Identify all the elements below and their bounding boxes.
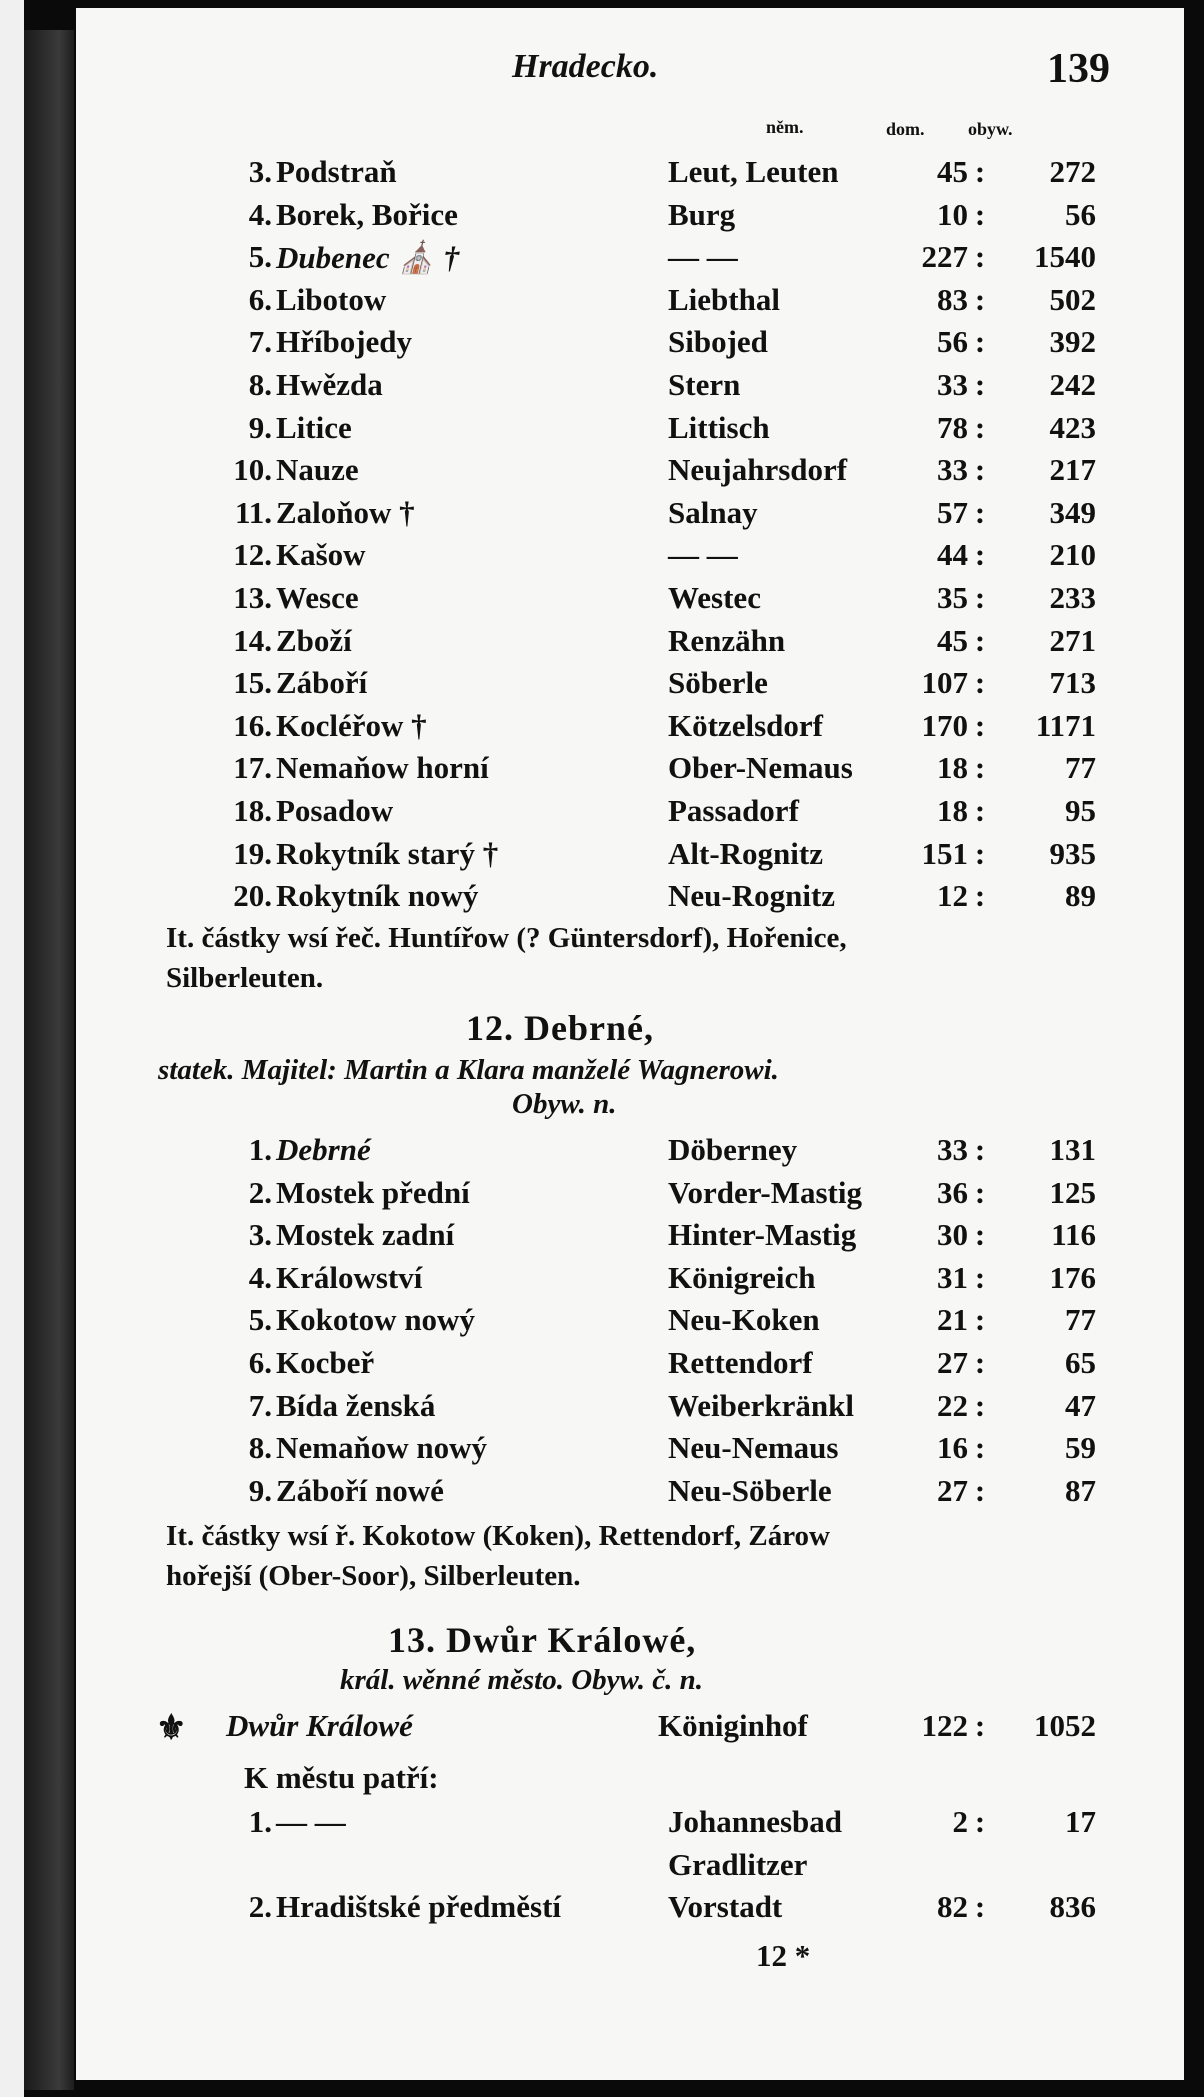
row-number: 14. xyxy=(233,622,272,658)
section-subheading: Obyw. n. xyxy=(512,1088,617,1120)
inhabitants-count: 131 xyxy=(1049,1132,1096,1167)
inhabitants-count: 713 xyxy=(1049,665,1096,701)
village-name: Zboží xyxy=(276,622,352,658)
row-number: 6. xyxy=(248,1345,272,1380)
table-row xyxy=(76,1132,1184,1170)
german-name: Neujahrsdorf xyxy=(668,452,848,488)
row-number: 9. xyxy=(248,1472,272,1508)
row-number: 2. xyxy=(248,1174,272,1210)
row-number: 4. xyxy=(248,1259,272,1295)
table-row xyxy=(76,452,1184,490)
separator: : xyxy=(974,1387,986,1423)
separator: : xyxy=(974,1889,986,1925)
table-row xyxy=(76,793,1184,831)
houses-count: 18 xyxy=(937,750,968,786)
inhabitants-count: 392 xyxy=(1049,324,1096,360)
town-houses: 122 xyxy=(921,1708,968,1743)
german-name: Burg xyxy=(668,196,736,232)
inhabitants-count: 77 xyxy=(1065,750,1096,786)
note-line: It. částky wsí ř. Kokotow (Koken), Rettendorf, Zárow xyxy=(166,1520,830,1552)
separator: : xyxy=(974,1708,986,1743)
separator: : xyxy=(974,196,986,232)
houses-count: 16 xyxy=(937,1430,968,1466)
german-name: Passadorf xyxy=(668,793,799,828)
houses-count: 36 xyxy=(937,1174,968,1210)
table-row xyxy=(76,410,1184,448)
german-name: Ober-Nemaus xyxy=(668,750,853,786)
table-row xyxy=(76,750,1184,788)
village-name: Nemaňow nowý xyxy=(276,1430,487,1466)
village-name: Hříbojedy xyxy=(276,324,413,360)
german-name: Vorder-Mastig xyxy=(668,1174,862,1210)
village-name: Hwězda xyxy=(276,367,383,402)
inhabitants-count: 423 xyxy=(1049,409,1096,445)
village-name: Kašow xyxy=(276,537,366,573)
separator: : xyxy=(974,1430,986,1466)
german-name: Alt-Rognitz xyxy=(668,835,823,871)
table-row xyxy=(76,1345,1184,1383)
table-row xyxy=(76,665,1184,703)
houses-count: 78 xyxy=(937,409,968,445)
table-row xyxy=(76,836,1184,874)
village-name: Kokotow nowý xyxy=(276,1302,475,1338)
row-number: 18. xyxy=(233,793,272,828)
separator: : xyxy=(974,835,986,871)
german-name: Rettendorf xyxy=(668,1345,813,1380)
village-name: Zaloňow † xyxy=(276,494,415,530)
separator: : xyxy=(974,750,986,786)
village-name: Kocléřow † xyxy=(276,707,427,743)
scan-margin xyxy=(0,0,24,2097)
section-subheading: statek. Majitel: Martin a Klara manželé Wagnerowi. xyxy=(158,1054,779,1086)
village-name: Mostek zadní xyxy=(276,1217,455,1253)
village-name: Rokytník nowý xyxy=(276,878,479,914)
village-name: Posadow xyxy=(276,793,394,828)
inhabitants-count: 836 xyxy=(1049,1889,1096,1925)
separator: : xyxy=(974,1804,986,1839)
separator: : xyxy=(974,1302,986,1338)
village-name: — — xyxy=(276,1804,346,1839)
village-name: Bída ženská xyxy=(276,1387,436,1423)
village-name: Dubenec ⛪ † xyxy=(276,240,460,276)
inhabitants-count: 272 xyxy=(1049,154,1096,189)
inhabitants-count: 89 xyxy=(1065,878,1096,914)
separator: : xyxy=(974,1217,986,1253)
note-line: Silberleuten. xyxy=(166,962,324,994)
german-name: Döberney xyxy=(668,1132,798,1167)
table-row xyxy=(76,1847,1184,1885)
german-name: Salnay xyxy=(668,494,758,530)
column-header-german: něm. xyxy=(766,117,804,137)
note-other-parts xyxy=(166,918,1106,998)
german-name: Vorstadt xyxy=(668,1889,783,1925)
german-name: Westec xyxy=(668,580,761,615)
village-name: Záboří xyxy=(276,665,368,701)
section-heading-dwur-kralowe: 13. Dwůr Králowé, xyxy=(388,1620,697,1660)
table-row xyxy=(76,197,1184,235)
row-number: 7. xyxy=(248,324,272,360)
separator: : xyxy=(974,1259,986,1295)
table-row xyxy=(76,1175,1184,1213)
separator: : xyxy=(974,622,986,658)
village-name: Debrné xyxy=(276,1132,371,1167)
houses-count: 12 xyxy=(937,878,968,914)
separator: : xyxy=(974,1174,986,1210)
inhabitants-count: 59 xyxy=(1065,1430,1096,1466)
houses-count: 27 xyxy=(937,1345,968,1380)
inhabitants-count: 210 xyxy=(1049,537,1096,573)
table-row xyxy=(76,1889,1184,1927)
village-name: Hradištské předměstí xyxy=(276,1889,562,1925)
separator: : xyxy=(974,324,986,360)
inhabitants-count: 271 xyxy=(1049,622,1096,658)
row-number: 5. xyxy=(248,239,272,275)
houses-count: 22 xyxy=(937,1387,968,1423)
village-name: Litice xyxy=(276,409,352,445)
german-name: Neu-Nemaus xyxy=(668,1430,839,1466)
row-number: 12. xyxy=(233,537,272,573)
row-number: 11. xyxy=(234,494,272,530)
separator: : xyxy=(974,494,986,530)
section-subheading: král. wěnné město. Obyw. č. n. xyxy=(340,1664,704,1696)
village-name: Nemaňow horní xyxy=(276,750,489,786)
inhabitants-count: 1171 xyxy=(1035,707,1096,743)
separator: : xyxy=(974,537,986,573)
row-number: 10. xyxy=(233,452,272,488)
houses-count: 2 xyxy=(952,1804,968,1839)
table-row xyxy=(76,1260,1184,1298)
inhabitants-count: 56 xyxy=(1065,196,1096,232)
houses-count: 56 xyxy=(937,324,968,360)
town-row xyxy=(76,1708,1184,1746)
table-row xyxy=(76,878,1184,916)
table-row xyxy=(76,708,1184,746)
town-inhabitants: 1052 xyxy=(1034,1708,1096,1743)
german-name: Neu-Rognitz xyxy=(668,878,836,914)
table-row xyxy=(76,154,1184,192)
inhabitants-count: 176 xyxy=(1049,1259,1096,1295)
signature-mark: 12 * xyxy=(756,1938,811,1973)
houses-count: 27 xyxy=(937,1472,968,1508)
german-name: Sibojed xyxy=(668,324,768,360)
houses-count: 31 xyxy=(937,1259,968,1295)
section-heading-debrne: 12. Debrné, xyxy=(466,1008,654,1048)
row-number: 6. xyxy=(248,281,272,317)
table-row xyxy=(76,1430,1184,1468)
table-row xyxy=(76,1473,1184,1511)
german-name: Stern xyxy=(668,367,741,402)
german-name: Königreich xyxy=(668,1259,816,1295)
row-number: 1. xyxy=(248,1804,272,1839)
german-name: Littisch xyxy=(668,409,770,445)
table-row xyxy=(76,367,1184,405)
row-number: 5. xyxy=(248,1302,272,1338)
village-name: Mostek přední xyxy=(276,1174,470,1210)
row-number: 1. xyxy=(248,1132,272,1167)
separator: : xyxy=(974,707,986,743)
inhabitants-count: 116 xyxy=(1051,1217,1096,1253)
houses-count: 107 xyxy=(921,665,968,701)
houses-count: 227 xyxy=(921,239,968,275)
row-number: 3. xyxy=(248,154,272,189)
town-crest-icon: ⚜ xyxy=(156,1710,187,1747)
inhabitants-count: 125 xyxy=(1049,1174,1096,1210)
row-number: 7. xyxy=(248,1387,272,1423)
inhabitants-count: 349 xyxy=(1049,494,1096,530)
belongs-label: K městu patří: xyxy=(244,1760,439,1795)
german-name: Weiberkränkl xyxy=(668,1387,855,1423)
german-name: — — xyxy=(668,537,738,573)
inhabitants-count: 17 xyxy=(1065,1804,1096,1839)
column-header-inhabitants: obyw. xyxy=(968,119,1013,139)
table-row xyxy=(76,623,1184,661)
houses-count: 170 xyxy=(921,707,968,743)
town-german-name: Königinhof xyxy=(658,1708,808,1743)
table-row xyxy=(76,239,1184,277)
german-name: Kötzelsdorf xyxy=(668,707,823,743)
german-name: Neu-Söberle xyxy=(668,1472,832,1508)
table-row xyxy=(76,537,1184,575)
inhabitants-count: 502 xyxy=(1049,281,1096,317)
row-number: 4. xyxy=(248,196,272,232)
houses-count: 82 xyxy=(937,1889,968,1925)
separator: : xyxy=(974,793,986,828)
row-number: 13. xyxy=(233,580,272,615)
running-head: Hradecko. xyxy=(512,48,659,85)
houses-count: 151 xyxy=(921,835,968,871)
row-number: 15. xyxy=(233,665,272,701)
row-number: 20. xyxy=(233,878,272,914)
inhabitants-count: 77 xyxy=(1065,1302,1096,1338)
houses-count: 33 xyxy=(937,1132,968,1167)
german-name: Johannesbad xyxy=(668,1804,843,1839)
row-number: 16. xyxy=(233,707,272,743)
separator: : xyxy=(974,1472,986,1508)
german-name: — — xyxy=(668,239,738,275)
table-row xyxy=(76,1804,1184,1842)
table-row xyxy=(76,580,1184,618)
inhabitants-count: 65 xyxy=(1065,1345,1096,1380)
inhabitants-count: 95 xyxy=(1065,793,1096,828)
column-header-houses: dom. xyxy=(886,119,925,139)
houses-count: 45 xyxy=(937,154,968,189)
note-line: It. částky wsí řeč. Huntířow (? Güntersdorf), Hořenice, xyxy=(166,922,847,954)
note-other-parts xyxy=(166,1516,1106,1596)
separator: : xyxy=(974,452,986,488)
german-name: Liebthal xyxy=(668,281,780,317)
separator: : xyxy=(974,665,986,701)
inhabitants-count: 935 xyxy=(1049,835,1096,871)
table-row xyxy=(76,282,1184,320)
village-name: Záboří nowé xyxy=(276,1472,444,1508)
german-name: Renzähn xyxy=(668,622,786,658)
separator: : xyxy=(974,239,986,275)
note-line: hořejší (Ober-Soor), Silberleuten. xyxy=(166,1560,581,1592)
separator: : xyxy=(974,878,986,914)
separator: : xyxy=(974,1132,986,1167)
book-spine xyxy=(24,30,74,2090)
houses-count: 57 xyxy=(937,494,968,530)
page-number: 139 xyxy=(1047,46,1110,92)
village-name: Nauze xyxy=(276,452,359,488)
german-name: Hinter-Mastig xyxy=(668,1217,857,1253)
village-name: Podstraň xyxy=(276,154,397,189)
table-row xyxy=(76,324,1184,362)
inhabitants-count: 47 xyxy=(1065,1387,1096,1423)
row-number: 8. xyxy=(248,1430,272,1466)
separator: : xyxy=(974,154,986,189)
village-name: Kocbeř xyxy=(276,1345,375,1380)
separator: : xyxy=(974,580,986,615)
separator: : xyxy=(974,281,986,317)
table-row xyxy=(76,1217,1184,1255)
separator: : xyxy=(974,367,986,402)
town-name: Dwůr Králowé xyxy=(226,1708,413,1743)
inhabitants-count: 217 xyxy=(1049,452,1096,488)
table-row xyxy=(76,1302,1184,1340)
inhabitants-count: 242 xyxy=(1049,367,1096,402)
houses-count: 33 xyxy=(937,452,968,488)
houses-count: 18 xyxy=(937,793,968,828)
houses-count: 44 xyxy=(937,537,968,573)
inhabitants-count: 1540 xyxy=(1034,239,1096,275)
row-number: 9. xyxy=(248,409,272,445)
village-name: Rokytník starý † xyxy=(276,835,499,871)
houses-count: 45 xyxy=(937,622,968,658)
german-name: Söberle xyxy=(668,665,768,701)
houses-count: 83 xyxy=(937,281,968,317)
village-name: Wesce xyxy=(276,580,359,615)
book-page xyxy=(76,8,1184,2080)
separator: : xyxy=(974,1345,986,1380)
inhabitants-count: 233 xyxy=(1049,580,1096,615)
inhabitants-count: 87 xyxy=(1065,1472,1096,1508)
houses-count: 10 xyxy=(937,196,968,232)
row-number: 8. xyxy=(248,367,272,402)
village-name: Králowství xyxy=(276,1259,423,1295)
houses-count: 21 xyxy=(937,1302,968,1338)
row-number: 19. xyxy=(233,835,272,871)
german-name: Leut, Leuten xyxy=(668,154,839,189)
village-name: Borek, Bořice xyxy=(276,196,458,232)
table-row xyxy=(76,1388,1184,1426)
row-number: 17. xyxy=(233,750,272,786)
german-name: Gradlitzer xyxy=(668,1846,808,1882)
houses-count: 35 xyxy=(937,580,968,615)
separator: : xyxy=(974,409,986,445)
row-number: 3. xyxy=(248,1217,272,1253)
houses-count: 33 xyxy=(937,367,968,402)
table-row xyxy=(76,495,1184,533)
row-number: 2. xyxy=(248,1889,272,1925)
village-name: Libotow xyxy=(276,281,387,317)
german-name: Neu-Koken xyxy=(668,1302,820,1338)
houses-count: 30 xyxy=(937,1217,968,1253)
